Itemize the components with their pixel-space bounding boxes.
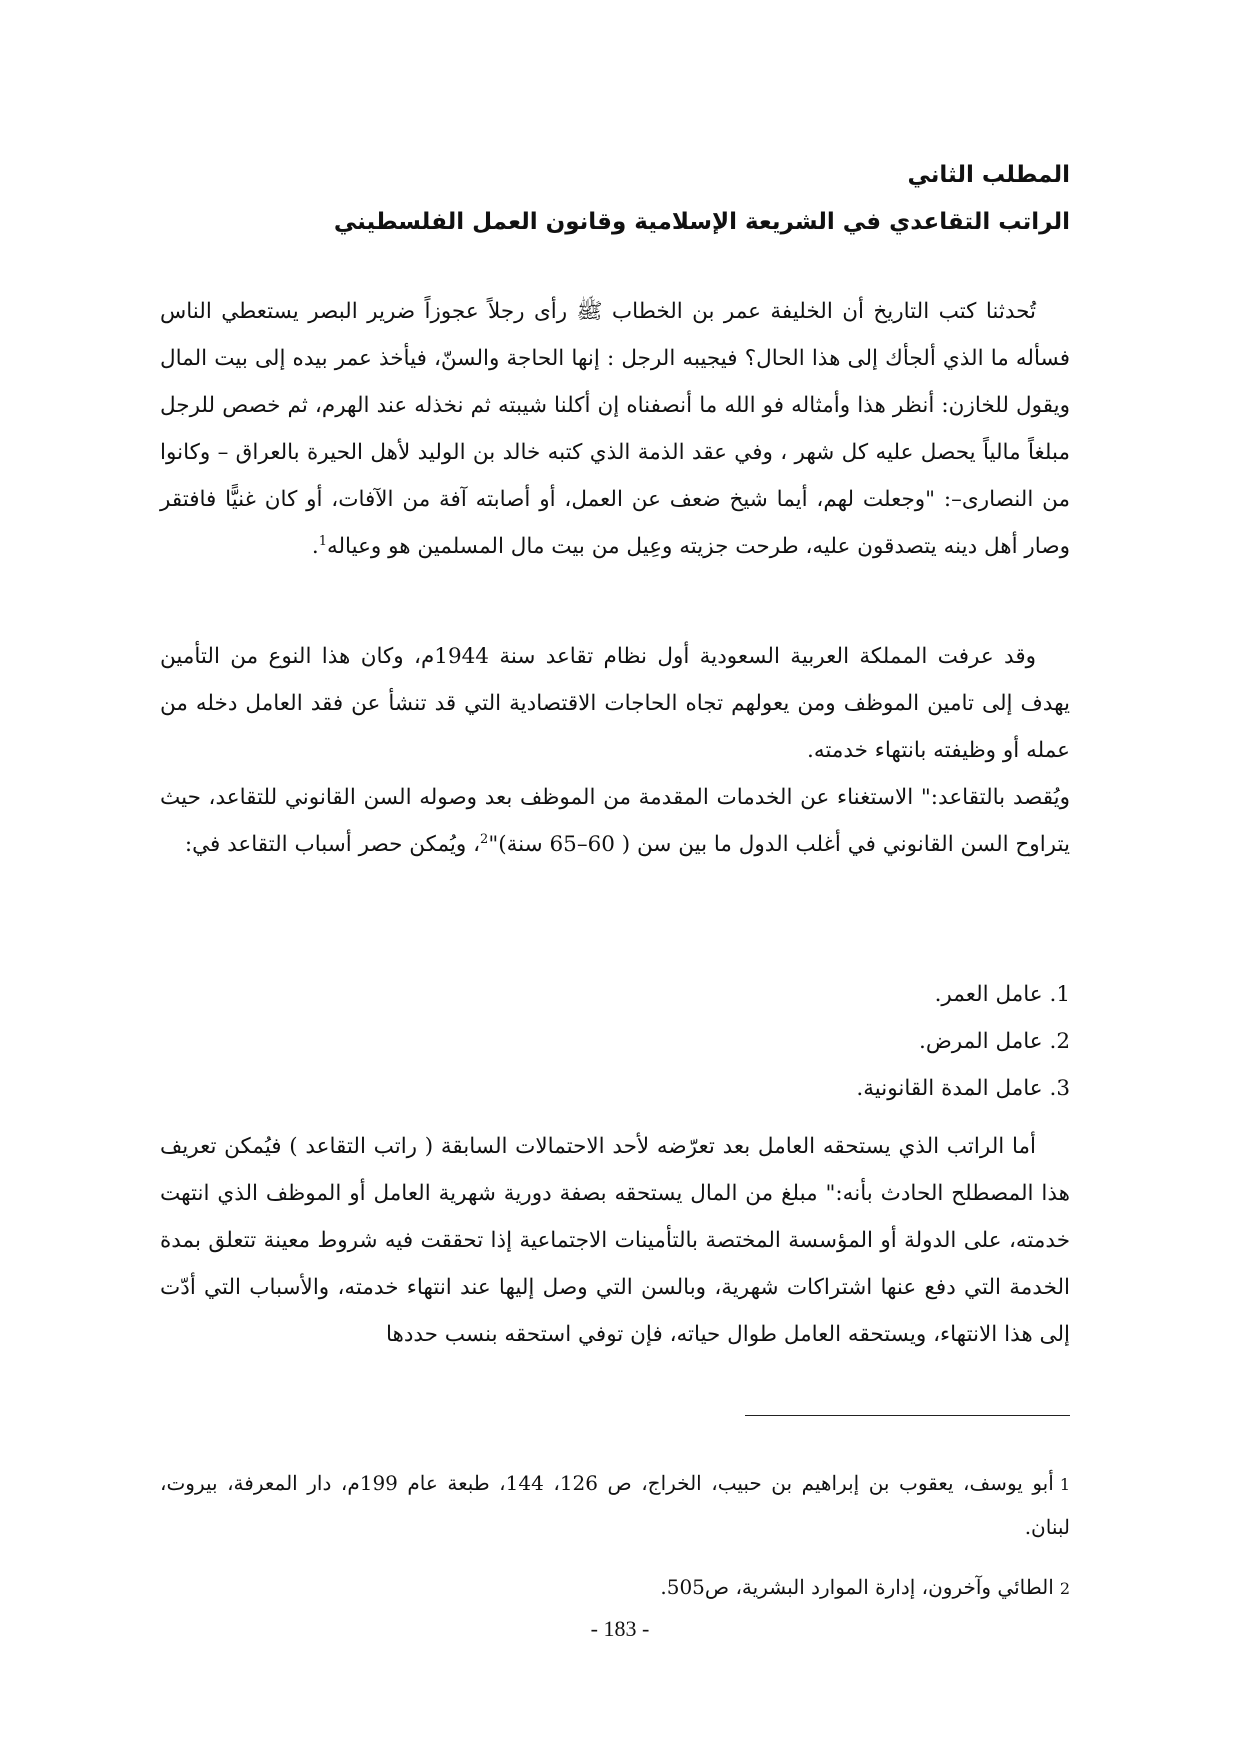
footnote-1 bbox=[160, 1462, 1070, 1548]
list-item: 3. عامل المدة القانونية. bbox=[856, 1076, 1070, 1101]
footnote-separator bbox=[745, 1415, 1070, 1416]
paragraph-retirement-definition bbox=[160, 774, 1070, 868]
paragraph-saudi-system: وقد عرفت المملكة العربية السعودية أول نظام تقاعد سنة 1944م، وكان هذا النوع من التأمين يهدف إلى تامين الموظف ومن يعولهم تجاه الحاجات الاقتصادية التي قد تنشأ عن فقد العامل دخله من عمله أو وظيفته بانتهاء خدمته. bbox=[160, 644, 1070, 763]
paragraph-history bbox=[160, 288, 1070, 570]
list-item: 2. عامل المرض. bbox=[918, 1029, 1070, 1054]
paragraph-pension-definition: أما الراتب الذي يستحقه العامل بعد تعرّضه لأحد الاحتمالات السابقة ( راتب التقاعد ) فيُمكن تعريف هذا المصطلح الحادث بأنه:" مبلغ من المال يستحقه بصفة دورية شهرية العامل أو الموظف الذي انتهت خدمته، على الدولة أو المؤسسة المختصة بالتأمينات الاجتماعية إذا تحققت فيه شروط معينة تتعلق بمدة الخدمة التي دفع عنها اشتراكات شهرية، وبالسن التي وصل إليها عند انتهاء خدمته، والأسباب التي أدّت إلى هذا الانتهاء، ويستحقه العامل طوال حياته، فإن توفي استحقه بنسب حددها bbox=[160, 1134, 1070, 1347]
footnote-text: الطائي وآخرون، إدارة الموارد البشرية، ص505. bbox=[660, 1575, 1054, 1599]
footnote-2 bbox=[160, 1566, 1070, 1610]
footnote-ref-2: 2 bbox=[480, 831, 489, 847]
section-title: الراتب التقاعدي في الشريعة الإسلامية وقانون العمل الفلسطيني bbox=[333, 209, 1070, 235]
section-label: المطلب الثاني bbox=[907, 162, 1070, 188]
list-item: 1. عامل العمر. bbox=[934, 982, 1070, 1007]
footnote-text: أبو يوسف، يعقوب بن إبراهيم بن حبيب، الخراج، ص 126، 144، طبعة عام 199م، دار المعرفة، بيروت، لبنان. bbox=[160, 1471, 1070, 1539]
footnote-number: 1 bbox=[1059, 1475, 1070, 1494]
footnote-number: 2 bbox=[1059, 1579, 1070, 1598]
paragraph-text-end: ، ويُمكن حصر أسباب التقاعد في: bbox=[184, 832, 481, 857]
paragraph-text: تُحدثنا كتب التاريخ أن الخليفة عمر بن الخطاب ﷺ رأى رجلاً عجوزاً ضرير البصر يستعطي الناس فسأله ما الذي ألجأك إلى هذا الحال؟ فيجيبه الرجل : إنها الحاجة والسنّ، فيأخذ عمر بيده إلى بيت المال ويقول للخازن: أنظر هذا وأمثاله فو الله ما أنصفناه إن أكلنا شيبته ثم نخذله عند الهرم، ثم خصص للرجل مبلغاً مالياً يحصل عليه كل شهر ، وفي عقد الذمة الذي كتبه خالد بن الوليد لأهل الحيرة بالعراق – وكانوا من النصارى–: "وجعلت لهم، أيما شيخ ضعف عن العمل، أو أصابته آفة من الآفات، أو كان غنيًّا فافتقر وصار أهل دينه يتصدقون عليه، طرحت جزيته وعِيل من بيت مال المسلمين هو وعياله bbox=[160, 299, 1070, 559]
retirement-reasons-list bbox=[856, 971, 1070, 1112]
paragraph-text-end: . bbox=[311, 534, 319, 559]
paragraph-text: ويُقصد بالتقاعد:" الاستغناء عن الخدمات المقدمة من الموظف بعد وصوله السن القانوني للتقاعد، حيث يتراوح السن القانوني في أغلب الدول ما بين سن ( 60–65 سنة)" bbox=[160, 785, 1070, 857]
page-number: - 183 - bbox=[590, 1616, 650, 1641]
footnote-ref-1: 1 bbox=[318, 533, 327, 549]
